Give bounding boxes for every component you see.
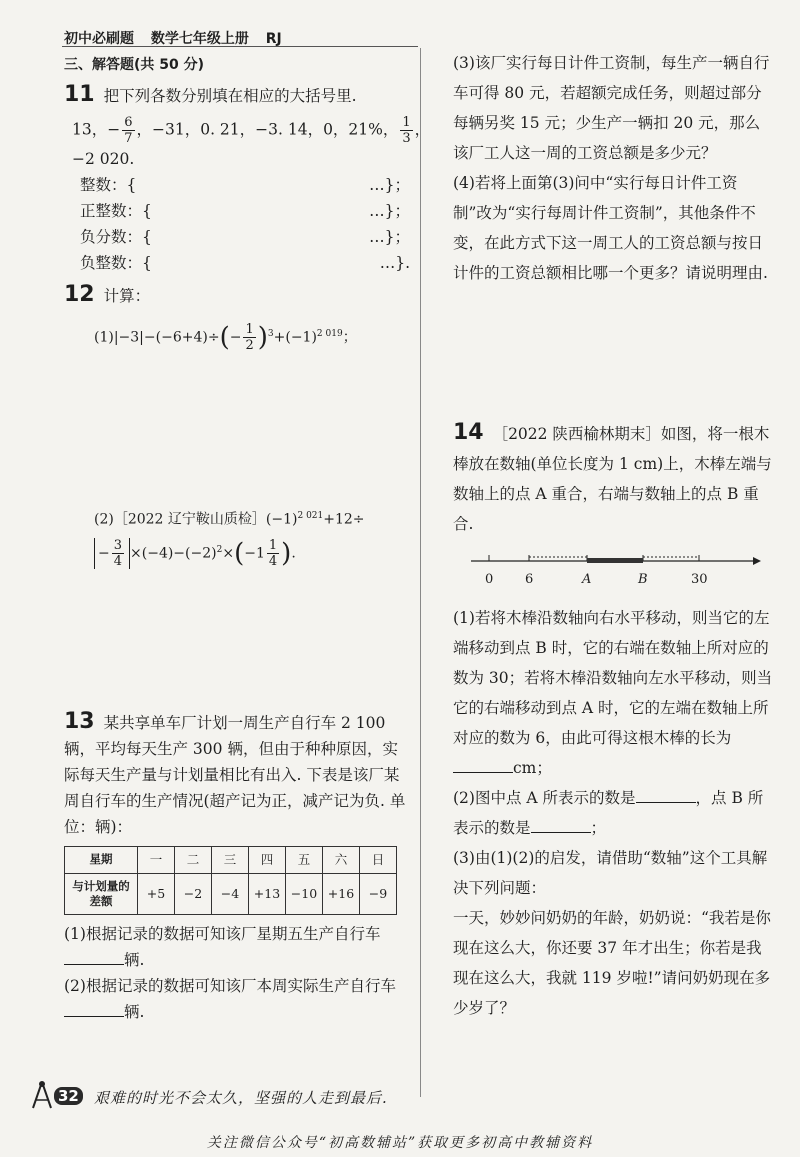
set-integers: 整数：{ …}； [80,176,410,194]
question-13 [64,709,409,1025]
set-negative-fractions: 负分数：{ …}； [80,228,410,246]
set-negative-integers: 负整数：{ …}. [80,254,410,272]
work-space [64,353,409,503]
question-11: 11 把下列各数分别填在相应的大括号里. 13，− $\frac{6}{7}$ ，−31，0. 21，−3. 14，0，21%， $\frac{1}{3}$ ， −2 020. 整数：{ …}； 正整数：{ …}； 负分数：{ …}； 负整数：{ …}. [64,82,409,276]
q13-subquestion-3: (3)该厂实行每日计件工资制，每生产一辆自行车可得 80 元，若超额完成任务，则超过部分每辆另奖 15 元；少生产一辆扣 20 元，那么该厂工人这一周的工资总额是多少元？ [453,54,770,162]
book-title: 初中必刷题 [64,31,134,47]
tick-label: 6 [525,572,534,587]
bottom-note: 关注微信公众号“初高数辅站”获取更多初高中教辅资料 [206,1135,594,1151]
tick-label: 0 [485,572,494,587]
expression-2: (2)［2022 辽宁鞍山质检$](-1)^{2 021}+12\div$ [94,511,365,528]
expression-1: (1)|−3|−(−6+4)÷(− $\frac{1}{2}$ )$^3+(-1)^{2 019}$； [94,322,357,354]
question-14 [453,418,773,1023]
subject-title: 数学七年级上册 [150,31,249,47]
question-number: 11 [64,82,95,107]
running-header [64,28,294,48]
fraction: $\frac{6}{7}$ [124,115,133,146]
question-text: 把下列各数分别填在相应的大括号里. [103,87,357,105]
axis-arrow [753,557,761,565]
answer-blank[interactable] [453,772,513,773]
set-positive-integers: 正整数：{ …}； [80,202,410,220]
question-number: 14 [453,420,484,445]
subquestion-1: (1)若将木棒沿数轴向右水平移动，则当它的左端移动到点 B 时，它的右端在数轴上所对应的数为 30；若将木棒沿数轴向左水平移动，则当它的右端移动到点 A 时，它的左端在数轴上所对应的数为 6，由此可得这根木棒的长为cm； [453,609,773,777]
answer-blank[interactable] [64,964,124,965]
column-divider [420,48,421,1097]
page-number: 32 [54,1087,83,1105]
table-row: 星期 一 二 三 四 五 六 日 [65,846,397,873]
subquestion-1: (1)根据记录的数据可知该厂星期五生产自行车辆. [64,924,381,969]
expression-2-cont: − $\frac{3}{4}$ $\times(-4)-(-2)^2\times(-1$ $\frac{1}{4}$ ). [94,537,409,569]
footer-motto: 艰难的时光不会太久，坚强的人走到最后. [94,1089,388,1107]
number-line [471,547,761,577]
subquestion-3: (3)由(1)(2)的启发，请借助“数轴”这个工具解决下列问题： [453,849,768,897]
subquestion-2: (2)图中点 A 所表示的数是 ，点 B 所表示的数是 ； [453,789,764,837]
number-line-figure [471,547,761,597]
point-label-b: B [638,572,648,587]
question-text: ［2022 陕西榆林期末］如图，将一根木棒放在数轴(单位长度为 1 cm)上，木棒左端与数轴上的点 A 重合，右端与数轴上的点 B 重合. [453,425,772,533]
q13-subquestion-4: (4)若将上面第(3)问中“实行每日计件工资制”改为“实行每周计件工资制”，其他条件不变，在此方式下这一周工人的工资总额与按日计件的工资总额相比哪一个更多？请说明理由. [453,174,768,282]
question-text: 某共享单车厂计划一周生产自行车 2 100 辆，平均每天生产 300 辆，但由于种种原因，实际每天生产量与计划量相比有出入. 下表是该厂某周自行车的生产情况(超产记为正，减产记为负. 单位：辆)： [64,713,406,836]
tick-label: 30 [691,572,708,587]
answer-blank[interactable] [531,832,591,833]
header-rule [62,46,418,47]
work-space [64,569,409,709]
point-label-a: A [582,572,592,587]
number-list: −2 020. [72,150,135,168]
question-12 [64,282,409,569]
answer-blank[interactable] [64,1016,124,1017]
number-list: 13，− [72,120,121,139]
fraction: $\frac{1}{3}$ [402,115,411,146]
section-title: 三、解答题(共 50 分) [64,57,205,73]
production-table [64,846,397,915]
wooden-stick [587,558,643,563]
number-list: ，−31，0. 21，−3. 14，0，21%， [136,120,399,139]
edition-label: RJ [265,31,282,47]
question-text: 计算： [103,287,151,305]
table-header: 星期 [65,846,138,873]
story-text: 一天，妙妙问奶奶的年龄，奶奶说：“我若是你现在这么大，你还要 37 年才出生；你若是我现在这么大，我就 119 岁啦!”请问奶奶现在多少岁了？ [453,909,771,1017]
answer-blank[interactable] [636,802,696,803]
question-number: 13 [64,708,95,734]
subquestion-2: (2)根据记录的数据可知该厂本周实际生产自行车辆. [64,976,396,1021]
table-row: 与计划量的差额 +5 −2 −4 +13 −10 +16 −9 [65,873,397,914]
work-space [453,288,773,418]
question-number: 12 [64,282,95,307]
table-header: 与计划量的差额 [65,873,138,914]
left-column [64,52,431,1025]
right-column [453,48,773,1023]
